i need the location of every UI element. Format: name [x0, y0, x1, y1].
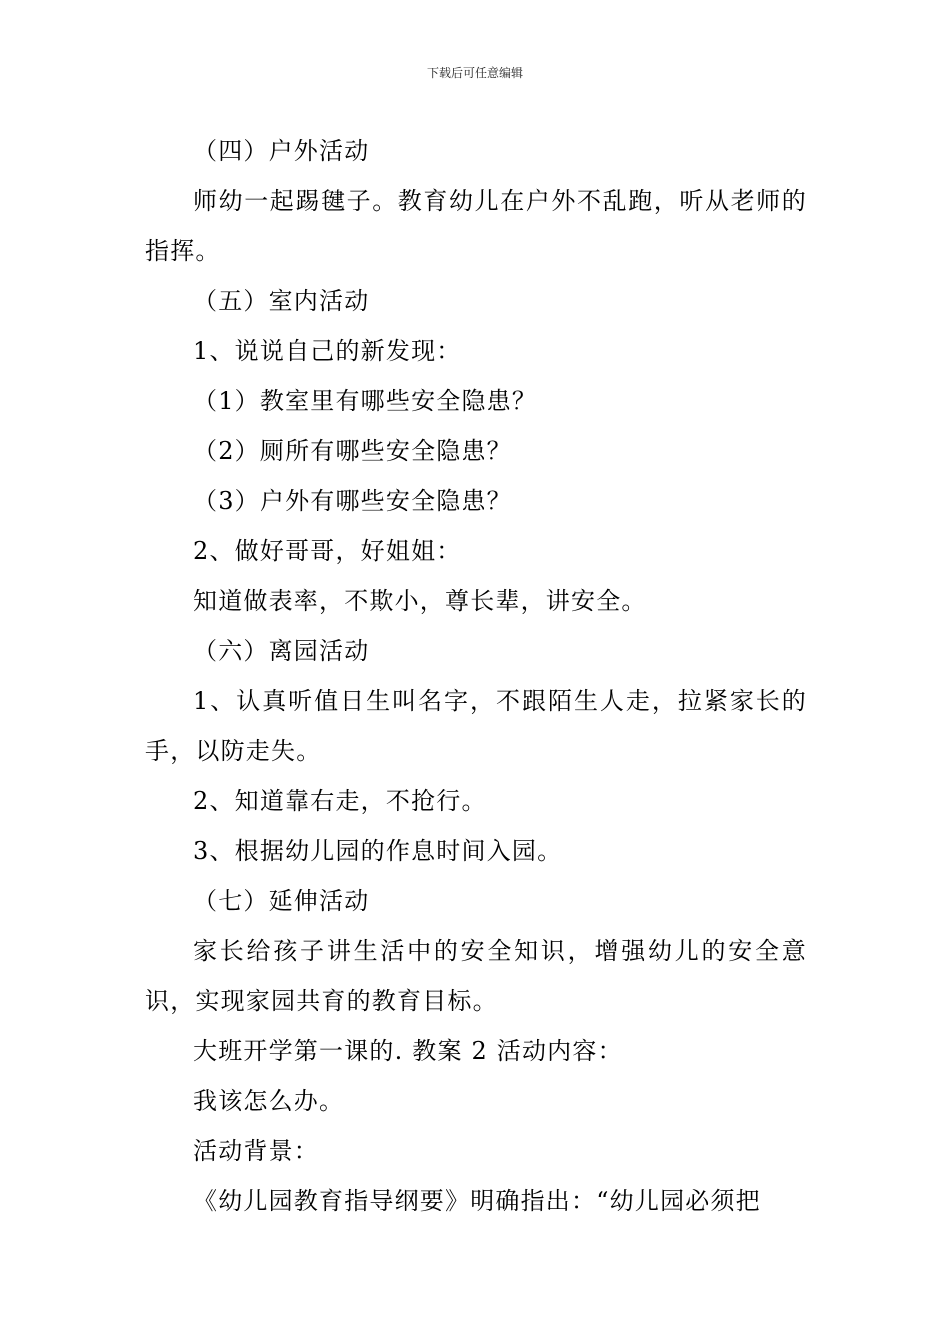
- paragraph: 师幼一起踢毽子。教育幼儿在户外不乱跑，听从老师的指挥。: [145, 187, 807, 265]
- paragraph: 家长给孩子讲生活中的安全知识，增强幼儿的安全意识，实现家园共育的教育目标。: [145, 937, 807, 1015]
- list-item: （1）教室里有哪些安全隐患？: [193, 387, 538, 415]
- section-heading-extension: （七）延伸活动: [193, 887, 370, 915]
- section-heading-leaving: （六）离园活动: [193, 637, 370, 665]
- paragraph: 《幼儿园教育指导纲要》明确指出：“幼儿园必须把: [193, 1187, 761, 1215]
- section-heading-indoor: （五）室内活动: [193, 287, 370, 315]
- list-item: 1、说说自己的新发现：: [193, 337, 462, 365]
- paragraph: 大班开学第一课的. 教案 2 活动内容：: [193, 1037, 623, 1065]
- list-item: 2、做好哥哥，好姐姐：: [193, 537, 462, 565]
- paragraph: 活动背景：: [193, 1137, 319, 1165]
- list-item: 2、知道靠右走，不抢行。: [193, 787, 487, 815]
- paragraph: 我该怎么办。: [193, 1087, 345, 1115]
- page-header-note: 下载后可任意编辑: [426, 66, 523, 80]
- paragraph: 知道做表率，不欺小，尊长辈，讲安全。: [193, 587, 647, 615]
- list-item: 1、认真听值日生叫名字，不跟陌生人走，拉紧家长的手，以防走失。: [145, 687, 807, 765]
- document-body: [145, 126, 807, 1226]
- list-item: 3、根据幼儿园的作息时间入园。: [193, 837, 563, 865]
- section-heading-outdoor: （四）户外活动: [193, 137, 370, 165]
- list-item: （2）厕所有哪些安全隐患？: [193, 437, 512, 465]
- list-item: （3）户外有哪些安全隐患？: [193, 487, 512, 515]
